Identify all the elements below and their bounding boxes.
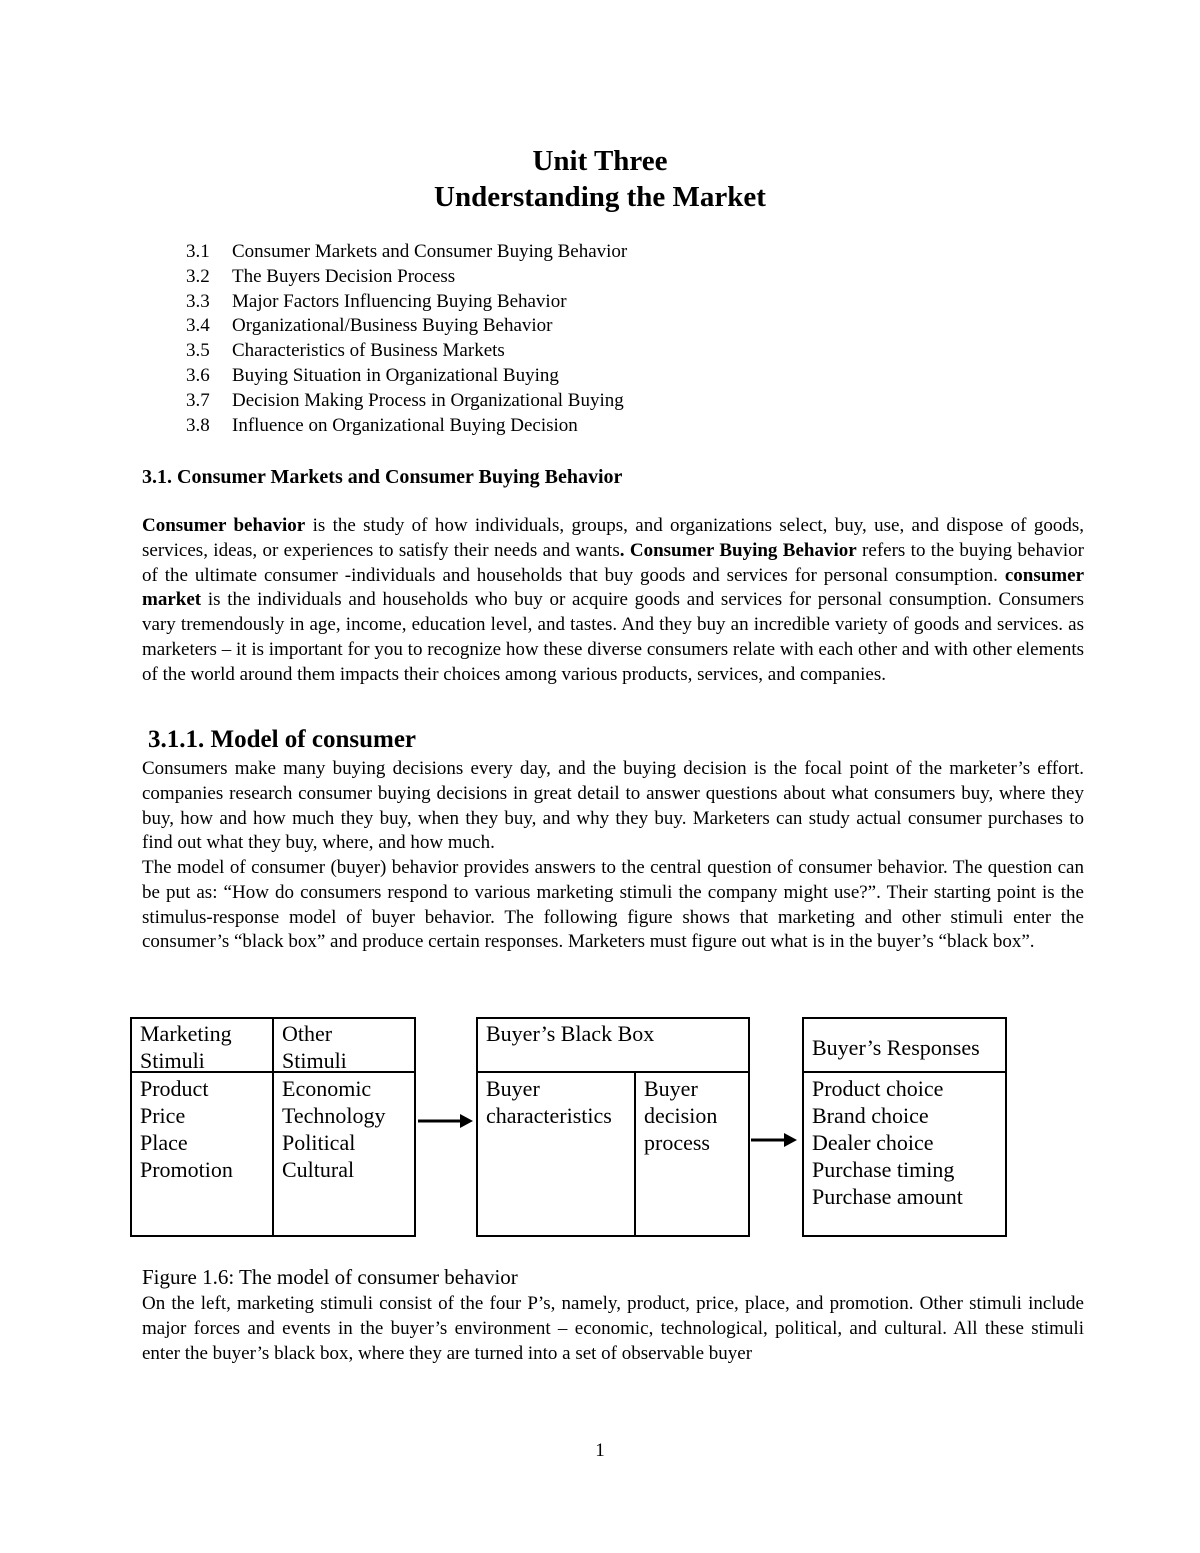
list-item: decision	[644, 1103, 718, 1128]
buyer-characteristics	[478, 1073, 620, 1131]
list-item: Buyer	[644, 1076, 698, 1101]
term-consumer-behavior: Consumer behavior	[142, 515, 306, 536]
section-heading-3-1-1: 3.1.1. Model of consumer	[148, 726, 417, 753]
toc-num: 3.8	[186, 414, 210, 436]
toc-label: Consumer Markets and Consumer Buying Behavior	[232, 241, 628, 262]
header-line: Marketing	[140, 1021, 232, 1046]
page-number: 1	[595, 1440, 605, 1461]
list-item: Product choice	[812, 1076, 944, 1101]
list-item: Purchase timing	[812, 1157, 955, 1182]
toc-label: Major Factors Influencing Buying Behavior	[232, 290, 567, 312]
toc-num: 3.7	[186, 389, 210, 411]
toc-num: 3.5	[186, 340, 210, 362]
list-item: Purchase amount	[812, 1184, 963, 1209]
toc-item	[186, 240, 627, 265]
buyer-decision-process	[636, 1073, 725, 1158]
black-box-header	[478, 1018, 662, 1049]
toc-num: 3.3	[186, 290, 210, 312]
toc-item	[186, 339, 627, 364]
toc-num: 3.1	[186, 241, 210, 262]
table-of-contents	[186, 240, 627, 438]
responses-list	[804, 1073, 971, 1212]
other-stimuli-list	[274, 1073, 394, 1185]
list-item: Cultural	[282, 1157, 355, 1182]
toc-label: Buying Situation in Organizational Buying	[232, 364, 559, 386]
toc-item	[186, 290, 627, 315]
list-item: process	[644, 1130, 710, 1155]
toc-item	[186, 364, 627, 389]
list-item: Technology	[282, 1103, 386, 1128]
toc-num: 3.6	[186, 364, 210, 386]
toc-item	[186, 414, 627, 439]
paragraph-model-description: The model of consumer (buyer) behavior provides answers to the central question of consumer behavior. The question can be put as: “How do consumers respond to various marketing stimuli the company might use?”. Their starting point is the stimulus-response model of buyer behavior. The following figure shows that marketing and other stimuli enter the consumer’s “black box” and produce certain responses. Marketers must figure out what is in the buyer’s “black box”.	[142, 857, 1084, 953]
toc-label: Organizational/Business Buying Behavior	[232, 315, 553, 337]
marketing-stimuli-header	[132, 1018, 240, 1076]
paragraph-text: refers to the buying behavior of the ultimate consumer -individuals and households that buy goods and services for personal consumption.	[142, 539, 1085, 586]
toc-label: Decision Making Process in Organizational Buying	[232, 389, 624, 411]
toc-item	[186, 265, 627, 290]
list-item: Dealer choice	[812, 1130, 934, 1155]
paragraph-consumer-behavior	[142, 514, 1084, 688]
toc-num: 3.4	[186, 315, 210, 337]
term-consumer-market: consumer market	[142, 564, 1084, 611]
list-item: Product	[140, 1076, 209, 1101]
paragraph-dot: .	[619, 539, 630, 561]
paragraph-text: is the study of how individuals, groups, and organizations select, buy, use, and dispose of goods, services, ideas, or experiences to satisfy their needs and wants	[142, 515, 1084, 561]
paragraph-closing: On the left, marketing stimuli consist of the four P’s, namely, product, price, place, and promotion. Other stimuli include major forces and events in the buyer’s environment – economic, technological, political, and cultural. All these stimuli enter the buyer’s black box, where they are turned into a set of observable buyer	[142, 1293, 1084, 1364]
unit-title: Unit Three	[532, 145, 668, 177]
toc-item	[186, 389, 627, 414]
header-line: Stimuli	[282, 1048, 347, 1073]
header-line: Stimuli	[140, 1048, 205, 1073]
toc-label: Characteristics of Business Markets	[232, 340, 505, 362]
other-stimuli-header	[274, 1018, 355, 1076]
list-item: characteristics	[486, 1103, 612, 1128]
arrow-right-icon	[416, 1110, 476, 1132]
list-item: Price	[140, 1103, 186, 1128]
toc-num: 3.2	[186, 265, 210, 287]
paragraph-text: is the individuals and households who buy or acquire goods and services for personal consumption. Consumers vary tremendously in age, income, education level, and tastes. And they buy an incredible variety of goods and services. as marketers – it is important for you to recognize how these diverse consumers relate with each other and with other elements of the world around them impacts their choices among various products, services, and companies.	[142, 589, 1084, 685]
list-item: Promotion	[140, 1157, 233, 1182]
list-item: Buyer	[486, 1076, 540, 1101]
header-line: Other	[282, 1021, 333, 1046]
toc-item	[186, 314, 627, 339]
paragraph-model-intro: Consumers make many buying decisions every day, and the buying decision is the focal point of the marketer’s effort. companies research consumer buying decisions in great detail to answer questions about what consumers buy, where they buy, how and how much they buy, when they buy, and why they buy. Marketers can study actual consumer purchases to find out what they buy, where, and how much.	[142, 758, 1084, 854]
toc-label: The Buyers Decision Process	[232, 265, 456, 287]
page-title: Understanding the Market	[434, 181, 766, 213]
list-item: Place	[140, 1130, 188, 1155]
figure-caption: Figure 1.6: The model of consumer behavior	[142, 1265, 518, 1289]
list-item: Brand choice	[812, 1103, 929, 1128]
term-consumer-buying-behavior: Consumer Buying Behavior	[629, 539, 857, 561]
list-item: Political	[282, 1130, 356, 1155]
toc-label: Influence on Organizational Buying Decision	[232, 414, 578, 436]
arrow-right-icon	[750, 1129, 800, 1151]
header-line: Buyer’s Black Box	[486, 1021, 655, 1046]
marketing-stimuli-list	[132, 1073, 241, 1185]
header-line: Buyer’s Responses	[812, 1035, 980, 1060]
section-heading-3-1: 3.1. Consumer Markets and Consumer Buying Behavior	[142, 466, 623, 488]
responses-header	[804, 1032, 988, 1063]
list-item: Economic	[282, 1076, 372, 1101]
